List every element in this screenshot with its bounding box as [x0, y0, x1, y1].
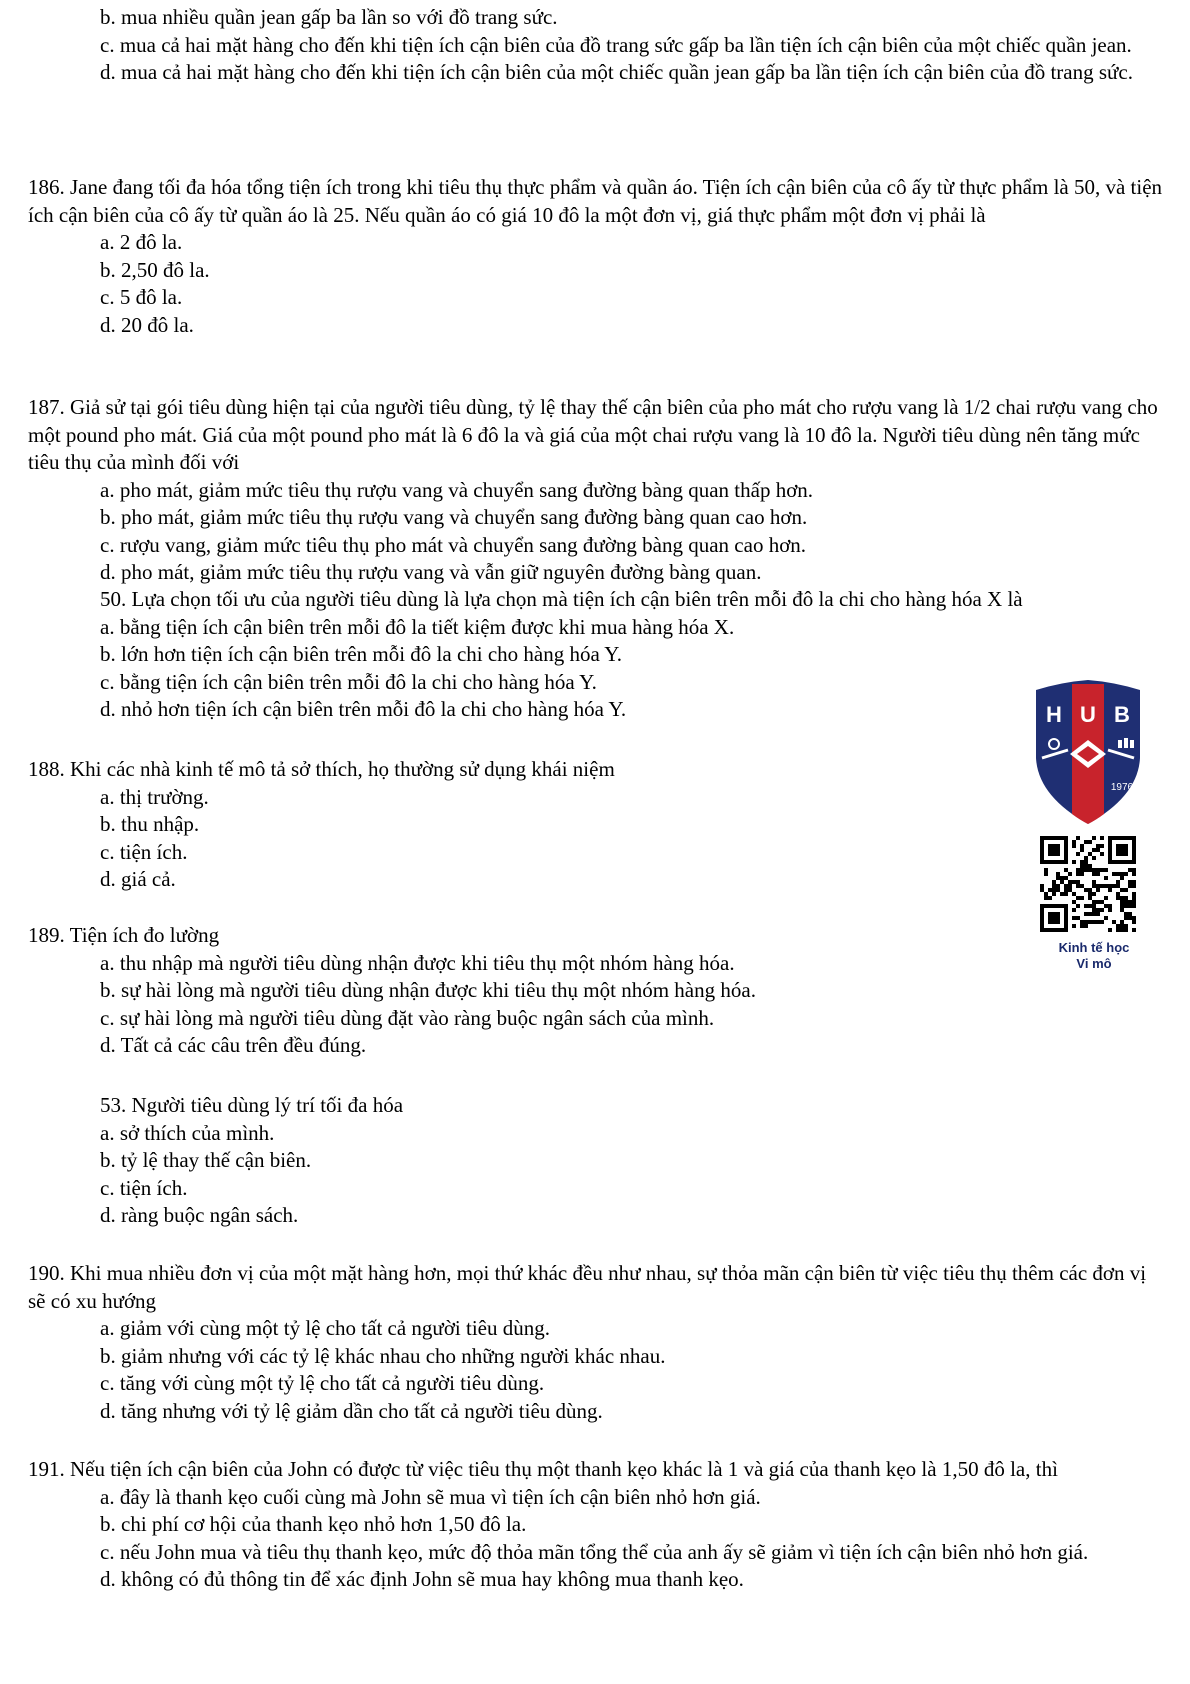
option-c: c. tăng với cùng một tỷ lệ cho tất cả người tiêu dùng.	[100, 1371, 545, 1395]
option-d: d. pho mát, giảm mức tiêu thụ rượu vang và vẫn giữ nguyên đường bàng quan.	[100, 560, 762, 584]
question-50	[28, 586, 1168, 724]
question-stem: 187. Giả sử tại gói tiêu dùng hiện tại của người tiêu dùng, tỷ lệ thay thế cận biên của pho mát cho rượu vang là 1/2 chai rượu vang cho một pound pho mát. Giá của một pound pho mát là 6 đô la và giá của một chai rượu vang là 10 đô la. Người tiêu dùng nên tăng mức tiêu thụ của mình đối với	[28, 395, 1158, 474]
question-stem: 191. Nếu tiện ích cận biên của John có được từ việc tiêu thụ một thanh kẹo khác là 1 và giá của thanh kẹo là 1,50 đô la, thì	[28, 1457, 1058, 1481]
question-186	[28, 174, 1168, 339]
option-c: c. sự hài lòng mà người tiêu dùng đặt vào ràng buộc ngân sách của mình.	[100, 1005, 715, 1030]
option-d: d. 20 đô la.	[100, 312, 194, 337]
option-d: d. không có đủ thông tin để xác định John sẽ mua hay không mua thanh kẹo.	[100, 1567, 744, 1591]
option-a: a. 2 đô la.	[100, 230, 183, 254]
option-d: d. mua cả hai mặt hàng cho đến khi tiện ích cận biên của một chiếc quần jean gấp ba lần tiện ích cận biên của đồ trang sức.	[100, 60, 1133, 84]
option-c: c. 5 đô la.	[100, 285, 183, 309]
question-stem: 189. Tiện ích đo lường	[28, 923, 220, 947]
question-stem: 50. Lựa chọn tối ưu của người tiêu dùng là lựa chọn mà tiện ích cận biên trên mỗi đô la chi cho hàng hóa X là	[100, 587, 1023, 611]
option-b: b. 2,50 đô la.	[100, 257, 210, 282]
option-d: d. giá cả.	[100, 867, 176, 891]
question-190	[28, 1260, 1168, 1425]
option-b: b. sự hài lòng mà người tiêu dùng nhận được khi tiêu thụ một nhóm hàng hóa.	[100, 978, 756, 1002]
option-c: c. rượu vang, giảm mức tiêu thụ pho mát và chuyển sang đường bàng quan cao hơn.	[100, 532, 807, 557]
option-a: a. bằng tiện ích cận biên trên mỗi đô la tiết kiệm được khi mua hàng hóa X.	[100, 614, 735, 639]
logo-year: 1976	[1110, 782, 1134, 793]
question-187	[28, 394, 1168, 587]
logo-letter-h: H	[1046, 702, 1062, 727]
option-a: a. thị trường.	[100, 784, 209, 809]
question-stem: 190. Khi mua nhiều đơn vị của một mặt hàng hơn, mọi thứ khác đều như nhau, sự thỏa mãn cận biên từ việc tiêu thụ thêm các đơn vị sẽ có xu hướng	[28, 1261, 1147, 1313]
option-d: d. ràng buộc ngân sách.	[100, 1203, 299, 1227]
question-stem: 53. Người tiêu dùng lý trí tối đa hóa	[100, 1093, 404, 1117]
question-stem: 186. Jane đang tối đa hóa tổng tiện ích trong khi tiêu thụ thực phẩm và quần áo. Tiện ích cận biên của cô ấy từ thực phẩm là 50, và tiện ích cận biên của cô ấy từ quần áo là 25. Nếu quần áo có giá 10 đô la một đơn vị, giá thực phẩm một đơn vị phải là	[28, 175, 1163, 227]
question-189	[28, 922, 1168, 1060]
option-a: a. pho mát, giảm mức tiêu thụ rượu vang và chuyển sang đường bàng quan thấp hơn.	[100, 477, 814, 502]
option-a: a. giảm với cùng một tỷ lệ cho tất cả người tiêu dùng.	[100, 1316, 550, 1340]
option-b: b. mua nhiều quần jean gấp ba lần so với đồ trang sức.	[100, 5, 558, 29]
option-a: a. đây là thanh kẹo cuối cùng mà John sẽ mua vì tiện ích cận biên nhỏ hơn giá.	[100, 1484, 761, 1509]
option-b: b. chi phí cơ hội của thanh kẹo nhỏ hơn 1,50 đô la.	[100, 1512, 527, 1536]
option-c: c. bằng tiện ích cận biên trên mỗi đô la chi cho hàng hóa Y.	[100, 669, 597, 694]
option-b: b. tỷ lệ thay thế cận biên.	[100, 1148, 312, 1172]
question-continuation	[28, 4, 1168, 87]
question-stem: 188. Khi các nhà kinh tế mô tả sở thích, họ thường sử dụng khái niệm	[28, 757, 615, 781]
option-b: b. thu nhập.	[100, 812, 200, 836]
question-191	[28, 1456, 1168, 1594]
logo-caption-subtitle: Vi mô	[1076, 956, 1112, 971]
logo-caption-title: Kinh tế học	[1058, 940, 1130, 955]
option-a: a. thu nhập mà người tiêu dùng nhận được khi tiêu thụ một nhóm hàng hóa.	[100, 950, 735, 975]
option-b: b. giảm nhưng với các tỷ lệ khác nhau cho những người khác nhau.	[100, 1343, 666, 1368]
option-b: b. pho mát, giảm mức tiêu thụ rượu vang và chuyển sang đường bàng quan cao hơn.	[100, 505, 808, 529]
logo-letter-u: U	[1080, 702, 1096, 727]
qr-code[interactable]	[1040, 836, 1136, 932]
option-a: a. sở thích của mình.	[100, 1120, 275, 1145]
option-c: c. mua cả hai mặt hàng cho đến khi tiện ích cận biên của đồ trang sức gấp ba lần tiện ích cận biên của một chiếc quần jean.	[100, 32, 1132, 57]
question-188	[28, 756, 1168, 894]
hub-logo	[1032, 678, 1144, 826]
option-b: b. lớn hơn tiện ích cận biên trên mỗi đô la chi cho hàng hóa Y.	[100, 642, 623, 666]
option-d: d. nhỏ hơn tiện ích cận biên trên mỗi đô la chi cho hàng hóa Y.	[100, 697, 627, 721]
logo-letter-b: B	[1114, 702, 1130, 727]
option-c: c. nếu John mua và tiêu thụ thanh kẹo, mức độ thỏa mãn tổng thể của anh ấy sẽ giảm vì tiện ích cận biên nhỏ hơn giá.	[100, 1539, 1089, 1564]
question-53	[28, 1092, 1168, 1230]
option-c: c. tiện ích.	[100, 839, 188, 864]
option-c: c. tiện ích.	[100, 1175, 188, 1200]
option-d: d. tăng nhưng với tỷ lệ giảm dần cho tất cả người tiêu dùng.	[100, 1398, 603, 1423]
option-d: d. Tất cả các câu trên đều đúng.	[100, 1033, 367, 1057]
